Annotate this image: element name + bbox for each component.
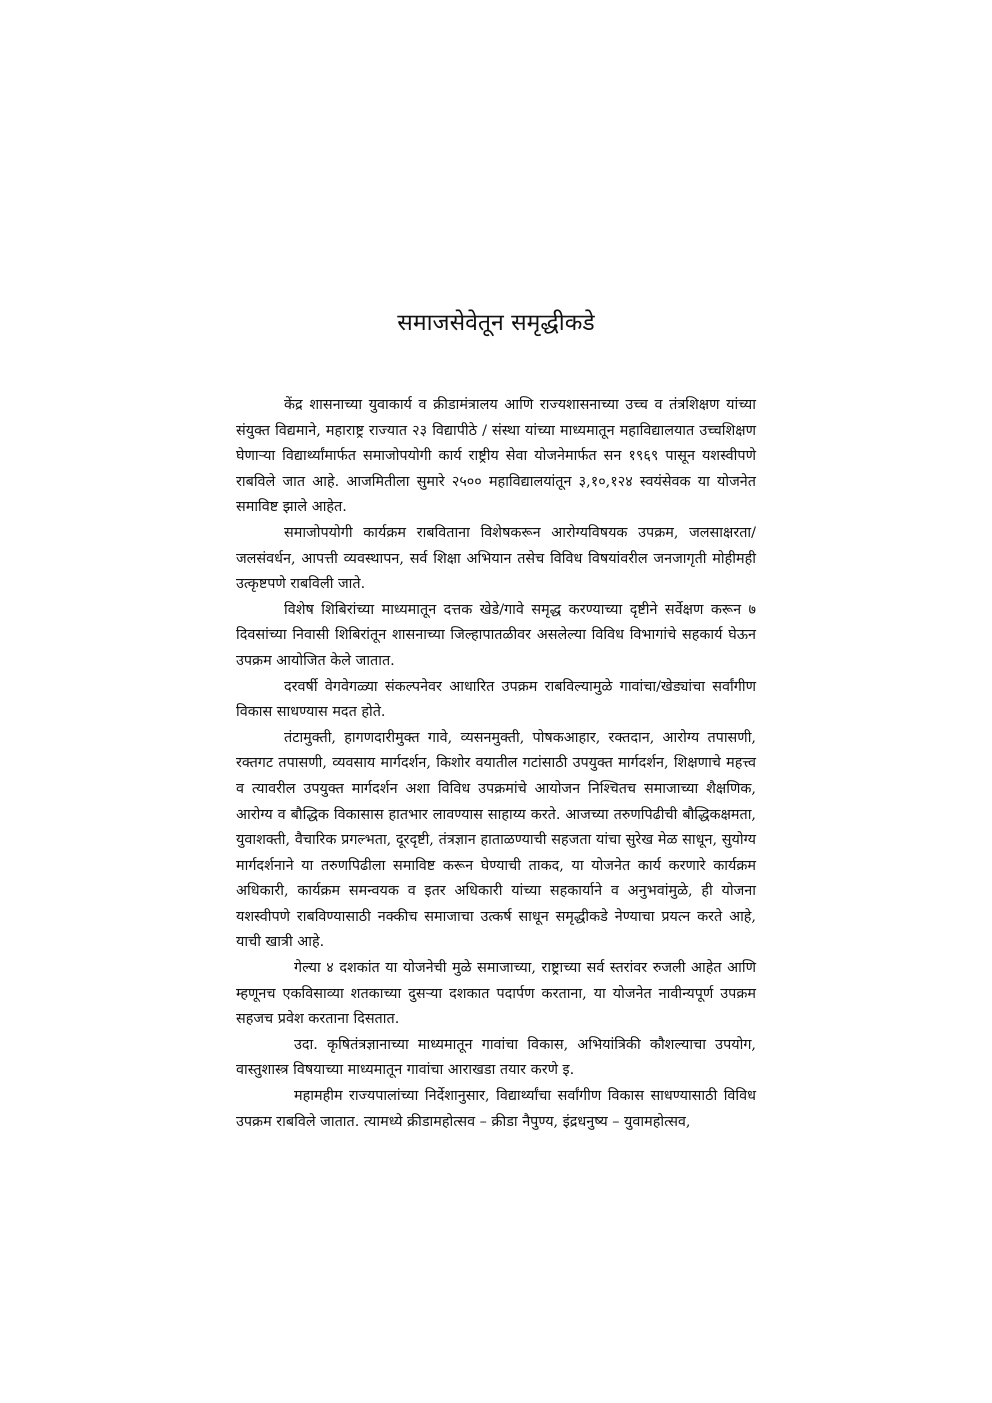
paragraph-development: दरवर्षी वेगवेगळ्या संकल्पनेवर आधारित उपक्रम राबविल्यामुळे गावांचा/खेड्यांचा सर्वांगीण विकास साधण्यास मदत होते. <box>236 678 756 721</box>
paragraph-governor: महामहीम राज्यपालांच्या निर्देशानुसार, विद्यार्थ्यांचा सर्वांगीण विकास साधण्यासाठी विविध उपक्रम राबविले जातात. त्यामध्ये क्रीडामहोत्सव – क्रीडा नैपुण्य, इंद्रधनुष्य – युवामहोत्सव, <box>236 1088 756 1130</box>
paragraph-intro: केंद्र शासनाच्या युवाकार्य व क्रीडामंत्रालय आणि राज्यशासनाच्या उच्च व तंत्रशिक्षण यांच्या संयुक्त विद्यमाने, महाराष्ट्र राज्यात २३ विद्यापीठे / संस्था यांच्या माध्यमातून महाविद्यालयात उच्चशिक्षण घेणाऱ्या विद्यार्थ्यांमार्फत समाजोपयोगी कार्य राष्ट्रीय सेवा योजनेमार्फत सन १९६९ पासून यशस्वीपणे राबविले जात आहे. आजमितीला सुमारे २५०० महाविद्यालयांतून ३,१०,१२४ स्वयंसेवक या योजनेत समाविष्ट झाले आहेत. <box>236 397 756 516</box>
paragraph-examples: उदा. कृषितंत्रज्ञानाच्या माध्यमातून गावांचा विकास, अभियांत्रिकी कौशल्याचा उपयोग, वास्तुशास्त्र विषयाच्या माध्यमातून गावांचा आराखडा तयार करणे इ. <box>236 1036 756 1079</box>
paragraph-programs: समाजोपयोगी कार्यक्रम राबविताना विशेषकरून आरोग्यविषयक उपक्रम, जलसाक्षरता/ जलसंवर्धन, आपत्ती व्यवस्थापन, सर्व शिक्षा अभियान तसेच विविध विषयांवरील जनजागृती मोहीमही उत्कृष्टपणे राबविली जाते. <box>236 524 756 593</box>
page-title: समाजसेवेतून समृद्धीकडे <box>397 310 595 336</box>
document-body <box>236 393 756 1135</box>
paragraph-decades: गेल्या ४ दशकांत या योजनेची मुळे समाजाच्या, राष्ट्राच्या सर्व स्तरांवर रुजली आहेत आणि म्हणूनच एकविसाव्या शतकाच्या दुसऱ्या दशकात पदार्पण करताना, या योजनेत नावीन्यपूर्ण उपक्रम सहजच प्रवेश करताना दिसतात. <box>236 960 756 1028</box>
paragraph-camps: विशेष शिबिरांच्या माध्यमातून दत्तक खेडे/गावे समृद्ध करण्याच्या दृष्टीने सर्वेक्षण करून ७ दिवसांच्या निवासी शिबिरांतून शासनाच्या जिल्हापातळीवर असलेल्या विविध विभागांचे सहकार्य घेऊन उपक्रम आयोजित केले जातात. <box>236 601 756 669</box>
paragraph-initiatives: तंटामुक्ती, हागणदारीमुक्त गावे, व्यसनमुक्ती, पोषकआहार, रक्तदान, आरोग्य तपासणी, रक्तगट तपासणी, व्यवसाय मार्गदर्शन, किशोर वयातील गटांसाठी उपयुक्त मार्गदर्शन, शिक्षणाचे महत्त्व व त्यावरील उपयुक्त मार्गदर्शन अशा विविध उपक्रमांचे आयोजन निश्चितच समाजाच्या शैक्षणिक, आरोग्य व बौद्धिक विकासास हातभार लावण्यास साहाय्य करते. आजच्या तरुणपिढीची बौद्धिकक्षमता, युवाशक्ती, वैचारिक प्रगल्भता, दूरदृष्टी, तंत्रज्ञान हाताळण्याची सहजता यांचा सुरेख मेळ साधून, सुयोग्य मार्गदर्शनाने या तरुणपिढीला समाविष्ट करून घेण्याची ताकद, या योजनेत कार्य करणारे कार्यक्रम अधिकारी, कार्यक्रम समन्वयक व इतर अधिकारी यांच्या सहकार्याने व अनुभवांमुळे, ही योजना यशस्वीपणे राबविण्यासाठी नक्कीच समाजाचा उत्कर्ष साधून समृद्धीकडे नेण्याचा प्रयत्न करते आहे, याची खात्री आहे. <box>236 729 756 951</box>
